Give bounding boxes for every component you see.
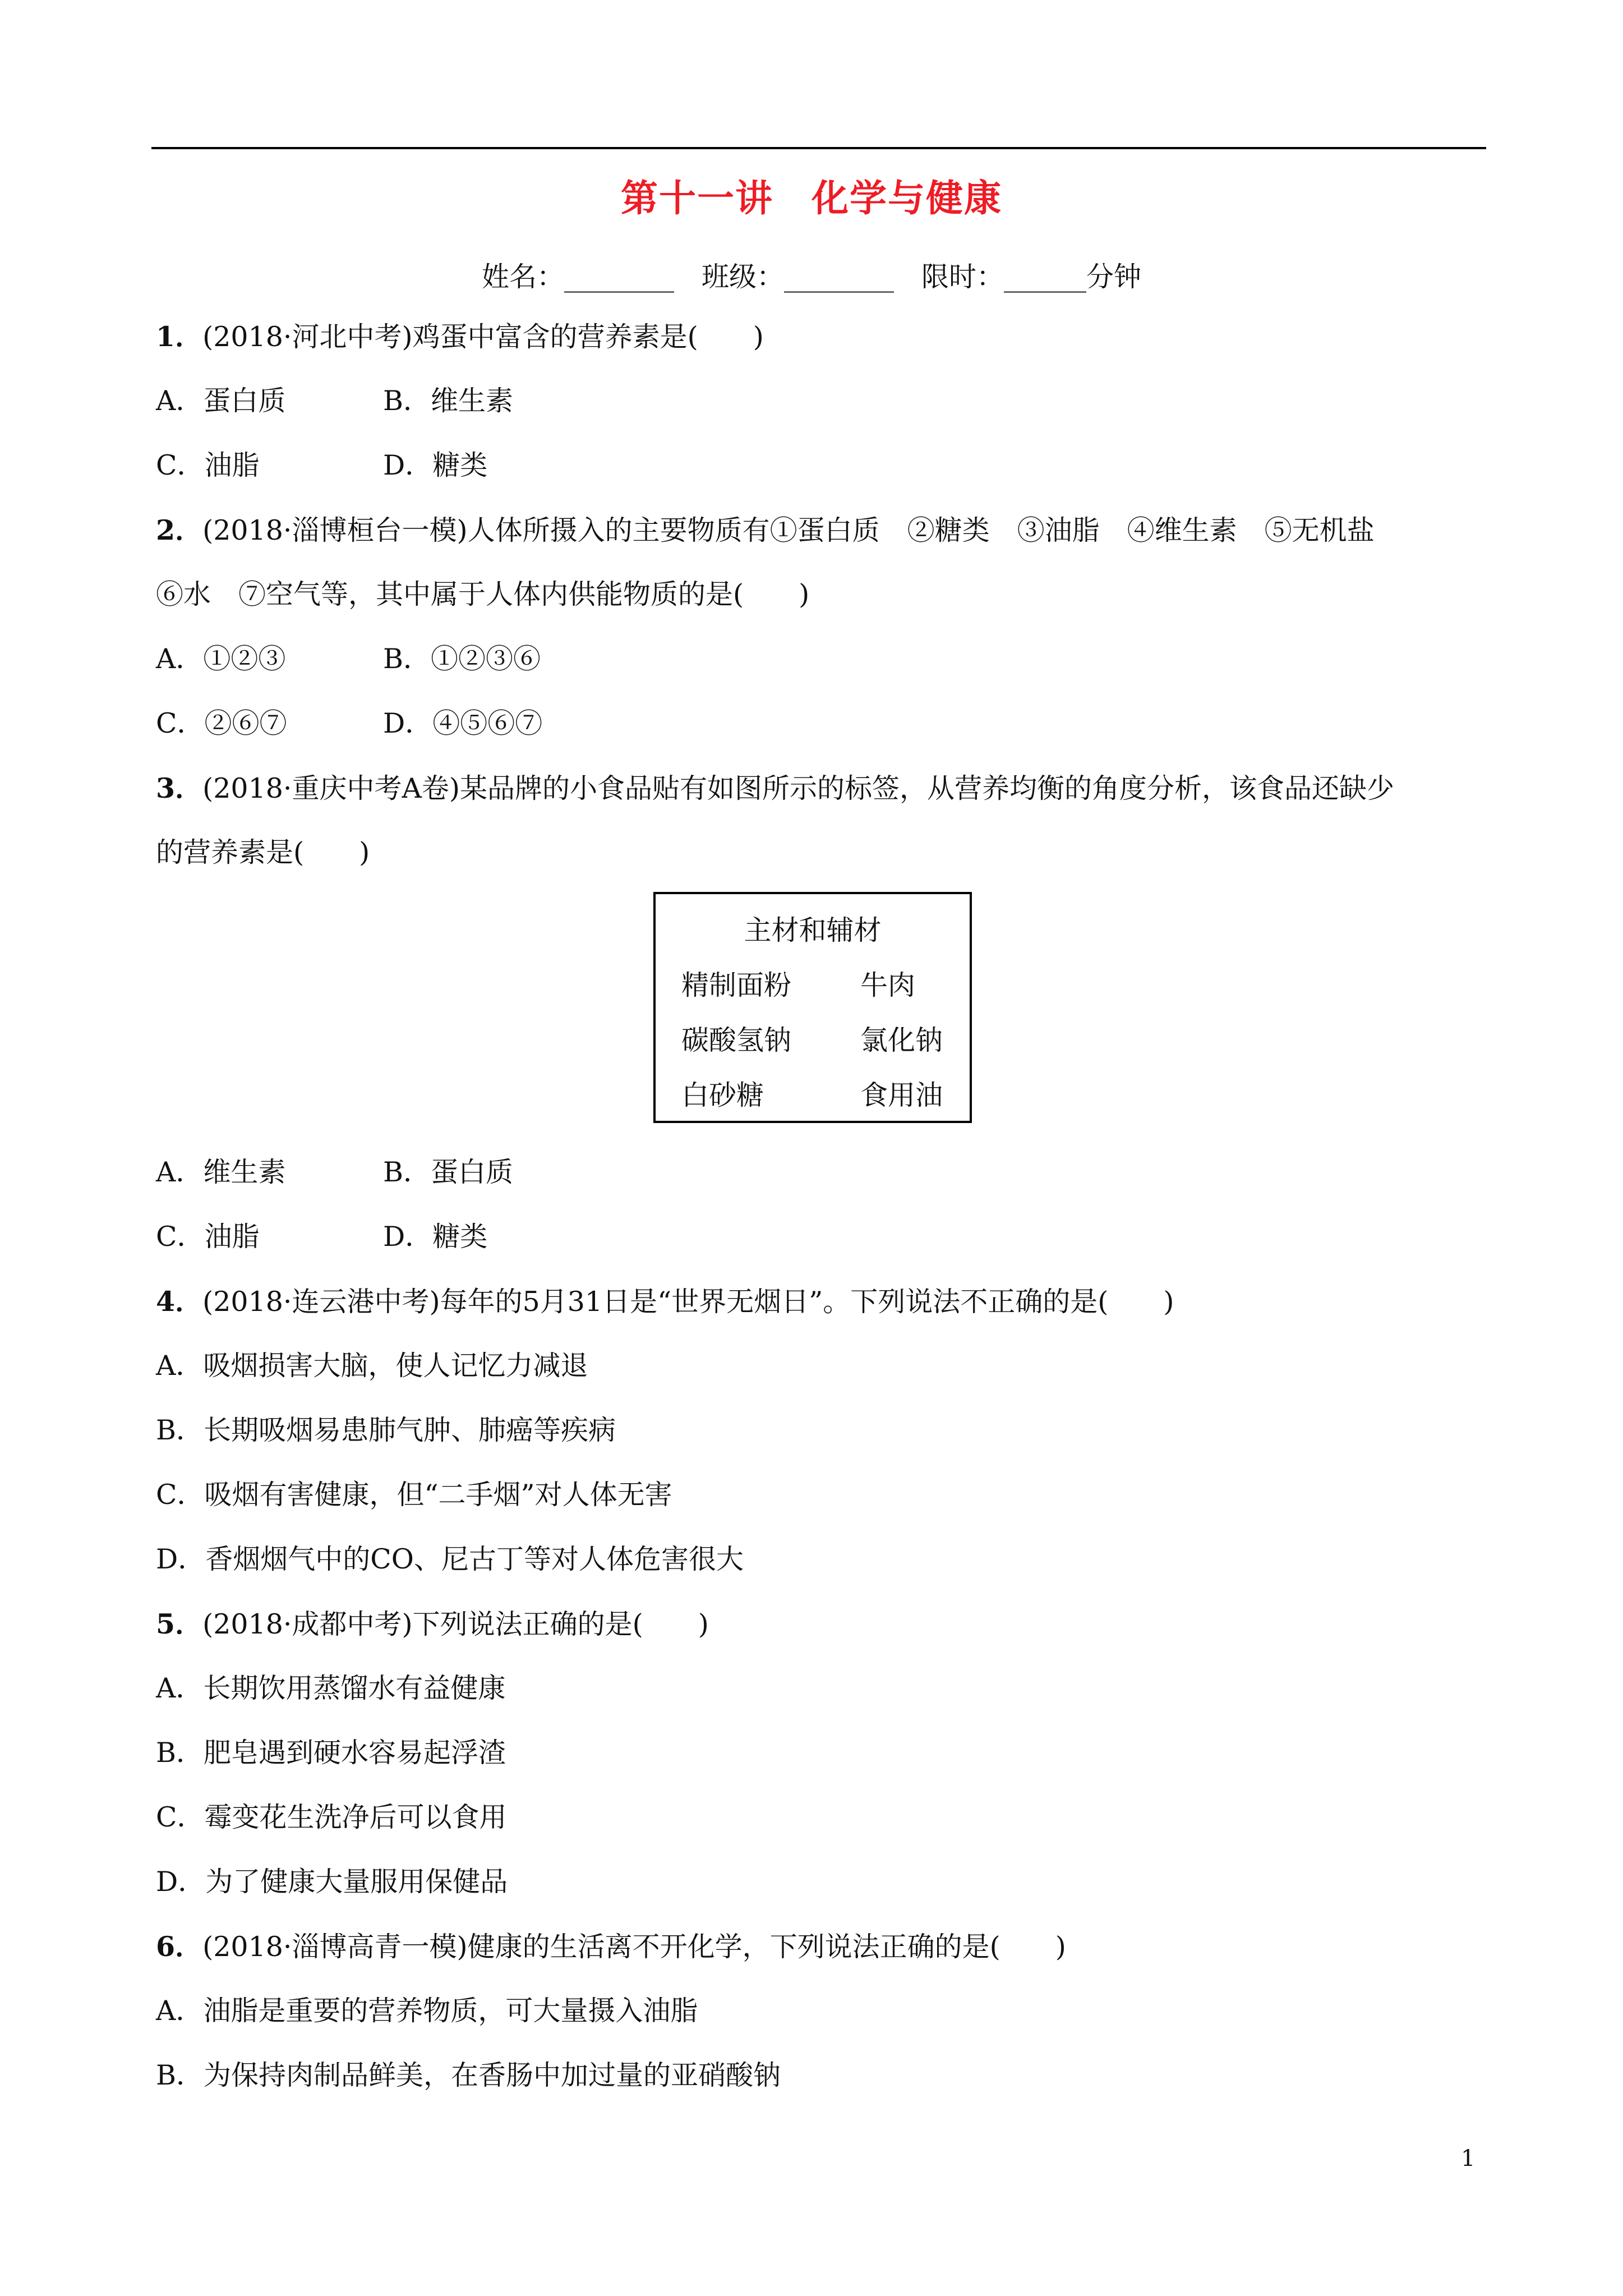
option-a: A．①②③ [156, 643, 286, 675]
header-rule [151, 147, 1486, 149]
option-c: C．②⑥⑦ [156, 707, 287, 739]
question-text: (2018·淄博桓台一模)人体所摄入的主要物质有①蛋白质 ②糖类 ③油脂 ④维生素 ⑤无机盐 [202, 514, 1375, 546]
option-a: A．油脂是重要的营养物质，可大量摄入油脂 [156, 1995, 698, 2027]
option-b: B．为保持肉制品鲜美，在香肠中加过量的亚硝酸钠 [156, 2059, 781, 2091]
question-5 [156, 1607, 709, 1641]
options-row [156, 1220, 488, 1254]
options-row [156, 384, 514, 418]
student-info-line: 姓名：________ 班级：________ 限时：______分钟 [481, 261, 1141, 293]
food-label-item: 牛肉 [860, 969, 916, 1001]
question-text: (2018·淄博高青一模)健康的生活离不开化学，下列说法正确的是( ) [202, 1931, 1066, 1963]
food-label-item: 精制面粉 [681, 969, 792, 1001]
question-text-continued: 的营养素是( ) [156, 836, 370, 868]
page-number: 1 [1461, 2146, 1476, 2171]
question-6 [156, 1930, 1066, 1964]
option-b: B．长期吸烟易患肺气肿、肺癌等疾病 [156, 1414, 616, 1446]
option-b: B．①②③⑥ [383, 643, 541, 675]
question-number: 5． [156, 1608, 203, 1640]
food-label-box [653, 892, 972, 1123]
option-d: D．糖类 [383, 1221, 488, 1253]
question-text-continued: ⑥水 ⑦空气等，其中属于人体内供能物质的是( ) [156, 578, 810, 610]
question-2 [156, 513, 1375, 547]
option-c: C．霉变花生洗净后可以食用 [156, 1801, 507, 1833]
option-a: A．维生素 [156, 1156, 286, 1188]
question-3 [156, 771, 1394, 806]
question-text: (2018·重庆中考A卷)某品牌的小食品贴有如图所示的标签，从营养均衡的角度分析，该食品还缺少 [202, 772, 1395, 804]
option-c: C．吸烟有害健康，但“二手烟”对人体无害 [156, 1479, 672, 1511]
option-b: B．蛋白质 [383, 1156, 514, 1188]
option-a: A．长期饮用蒸馏水有益健康 [156, 1672, 506, 1704]
question-number: 3． [156, 772, 203, 804]
food-label-item: 食用油 [860, 1079, 943, 1111]
question-number: 2． [156, 514, 203, 546]
question-text: (2018·成都中考)下列说法正确的是( ) [202, 1608, 709, 1640]
options-row [156, 707, 543, 740]
question-1 [156, 320, 764, 354]
options-row [156, 1156, 514, 1189]
option-b: B．肥皂遇到硬水容易起浮渣 [156, 1737, 506, 1769]
question-text: (2018·连云港中考)每年的5月31日是“世界无烟日”。下列说法不正确的是( ) [202, 1286, 1174, 1318]
option-d: D．香烟烟气中的CO、尼古丁等对人体危害很大 [156, 1543, 744, 1575]
food-label-item: 氯化钠 [860, 1024, 943, 1056]
option-a: A．蛋白质 [156, 385, 286, 417]
question-4 [156, 1285, 1174, 1319]
option-c: C．油脂 [156, 449, 260, 481]
option-a: A．吸烟损害大脑，使人记忆力减退 [156, 1350, 588, 1382]
food-label-item: 白砂糖 [681, 1079, 764, 1111]
question-number: 6． [156, 1930, 203, 1963]
food-label-header: 主材和辅材 [744, 914, 882, 946]
option-c: C．油脂 [156, 1221, 260, 1253]
question-number: 4． [156, 1285, 203, 1318]
option-d: D．④⑤⑥⑦ [383, 707, 543, 739]
food-label-item: 碳酸氢钠 [681, 1024, 792, 1056]
question-text: (2018·河北中考)鸡蛋中富含的营养素是( ) [202, 321, 764, 353]
question-number: 1． [156, 320, 203, 353]
options-row [156, 642, 541, 676]
option-d: D．为了健康大量服用保健品 [156, 1866, 508, 1898]
options-row [156, 449, 488, 482]
page-title: 第十一讲 化学与健康 [621, 176, 1002, 220]
option-d: D．糖类 [383, 449, 488, 481]
option-b: B．维生素 [383, 385, 514, 417]
